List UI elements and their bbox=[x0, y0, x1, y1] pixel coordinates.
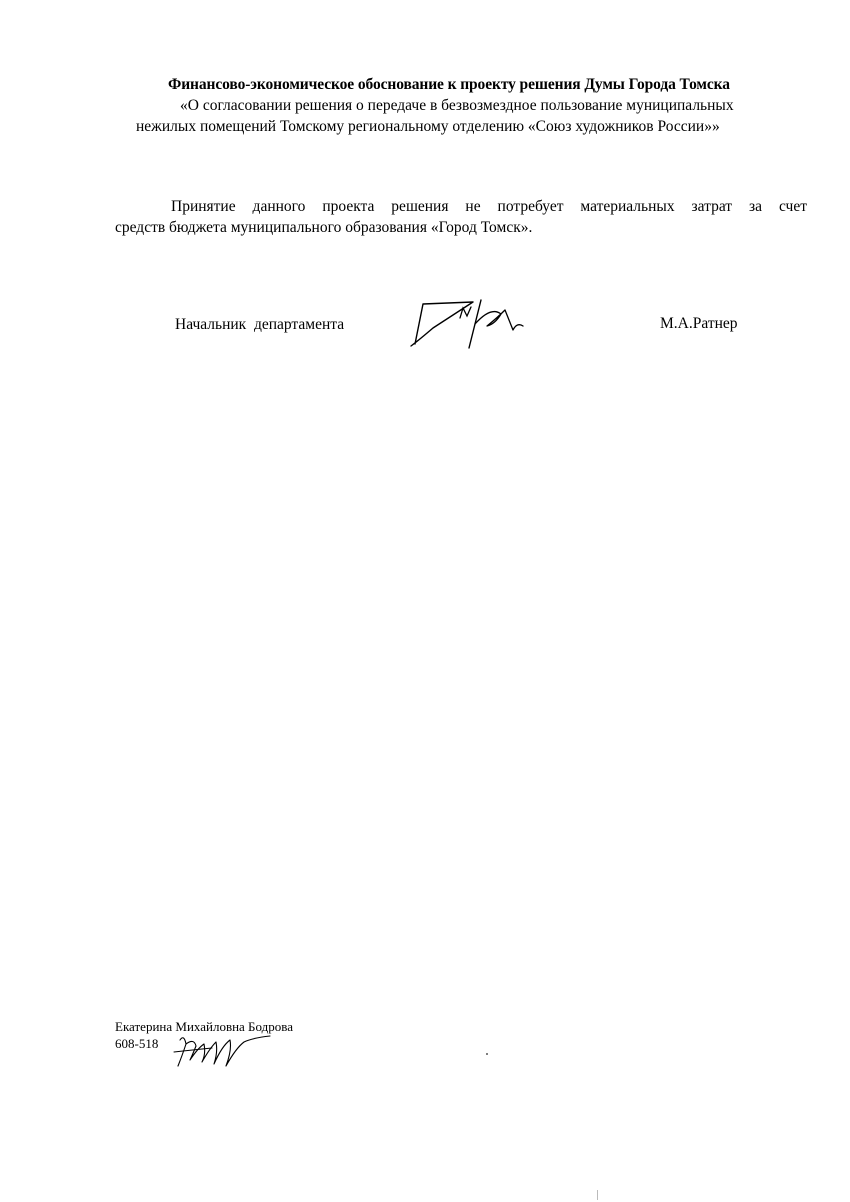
signature-icon bbox=[405, 296, 530, 352]
body-line-2: средств бюджета муниципального образования «Город Томск». bbox=[115, 219, 533, 236]
scan-speck bbox=[486, 1053, 488, 1055]
document-title: Финансово-экономическое обоснование к проекту решения Думы Города Томска bbox=[168, 76, 730, 93]
signatory-name: М.А.Ратнер bbox=[660, 315, 738, 332]
executor-signature-icon bbox=[172, 1030, 272, 1070]
body-paragraph bbox=[115, 196, 807, 238]
executor-name: Екатерина Михайловна Бодрова bbox=[115, 1019, 293, 1034]
scan-mark bbox=[597, 1190, 598, 1200]
document-subtitle-line-1: «О согласовании решения о передаче в безвозмездное пользование муниципальных bbox=[180, 97, 734, 114]
signatory-position: Начальник департамента bbox=[175, 316, 345, 333]
body-line-1: Принятие данного проекта решения не потребует материальных затрат за счет bbox=[171, 198, 807, 215]
executor-phone: 608-518 bbox=[115, 1036, 159, 1051]
document-subtitle-line-2: нежилых помещений Томскому региональному отделению «Союз художников России»» bbox=[136, 118, 720, 135]
